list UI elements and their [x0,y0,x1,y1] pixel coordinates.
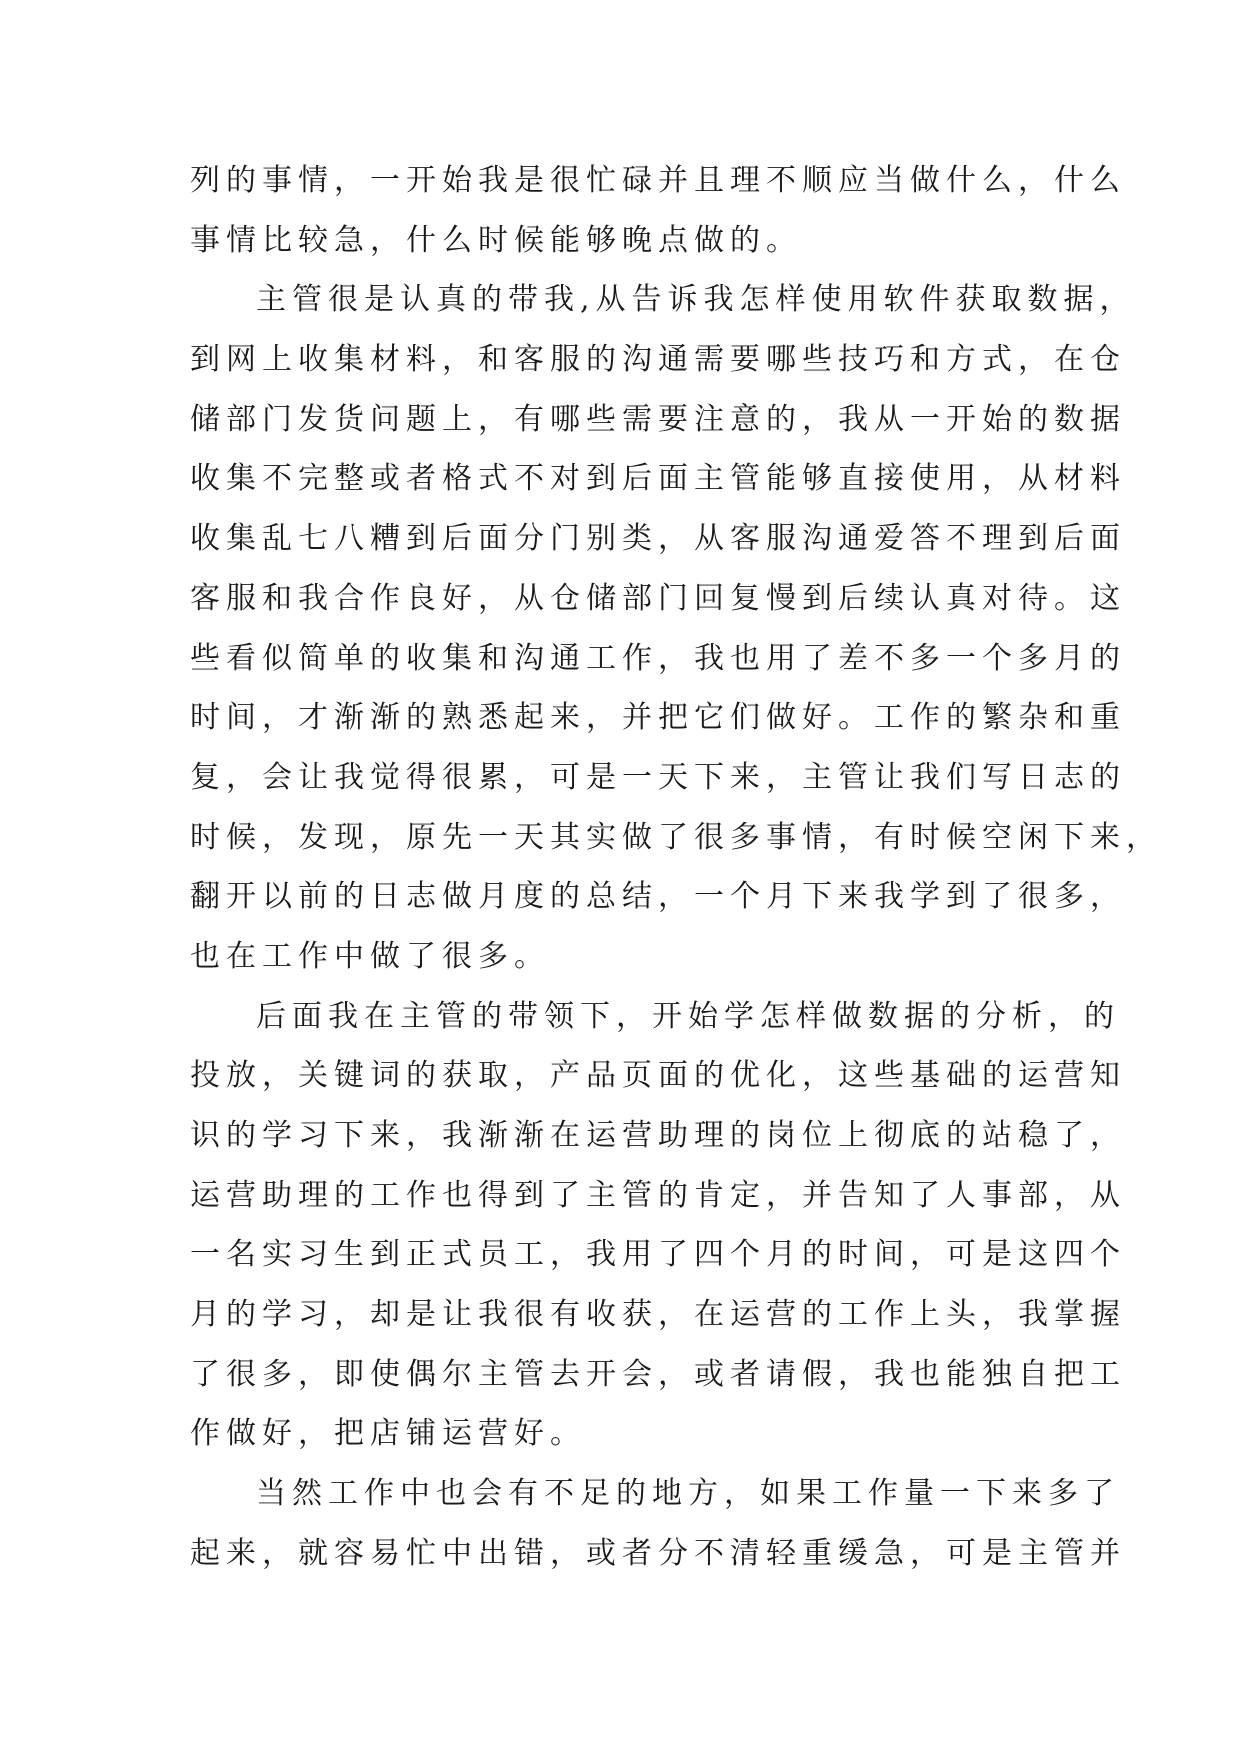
text-line: 些看似简单的收集和沟通工作，我也用了差不多一个多月的 [190,640,1126,676]
text-line: 时间，才渐渐的熟悉起来，并把它们做好。工作的繁杂和重 [190,700,1126,736]
text-line: 时候，发现，原先一天其实做了很多事情，有时候空闲下来， [190,819,1162,855]
text-line: 主管很是认真的带我,从告诉我怎样使用软件获取数据， [256,282,1136,318]
text-line: 了很多，即使偶尔主管去开会，或者请假，我也能独自把工 [190,1356,1126,1392]
text-line: 起来，就容易忙中出错，或者分不清轻重缓急，可是主管并 [190,1535,1126,1571]
text-line: 运营助理的工作也得到了主管的肯定，并告知了人事部，从 [190,1177,1126,1213]
text-line: 识的学习下来，我渐渐在运营助理的岗位上彻底的站稳了， [190,1118,1126,1153]
text-line: 也在工作中做了很多。 [190,938,550,974]
text-line: 一名实习生到正式员工，我用了四个月的时间，可是这四个 [190,1237,1126,1273]
text-line: 到网上收集材料，和客服的沟通需要哪些技巧和方式，在仓 [190,342,1126,378]
text-line: 收集乱七八糟到后面分门别类，从客服沟通爱答不理到后面 [190,521,1126,557]
text-line: 收集不完整或者格式不对到后面主管能够直接使用，从材料 [190,461,1126,497]
text-line: 后面我在主管的带领下，开始学怎样做数据的分析，的 [256,998,1120,1034]
body-text [190,156,1162,1589]
text-line: 复，会让我觉得很累，可是一天下来，主管让我们写日志的 [190,759,1126,795]
text-line: 翻开以前的日志做月度的总结，一个月下来我学到了很多， [190,879,1126,915]
text-line: 事情比较急，什么时候能够晚点做的。 [190,222,802,258]
text-line: 月的学习，却是让我很有收获，在运营的工作上头，我掌握 [190,1297,1126,1333]
text-line: 投放，关键词的获取，产品页面的优化，这些基础的运营知 [190,1058,1126,1094]
text-line: 当然工作中也会有不足的地方，如果工作量一下来多了 [256,1476,1120,1512]
text-line: 列的事情，一开始我是很忙碌并且理不顺应当做什么，什么 [190,163,1126,198]
text-line: 客服和我合作良好，从仓储部门回复慢到后续认真对待。这 [190,580,1126,616]
text-line: 作做好，把店铺运营好。 [190,1416,586,1452]
text-line: 储部门发货问题上，有哪些需要注意的，我从一开始的数据 [190,401,1126,437]
